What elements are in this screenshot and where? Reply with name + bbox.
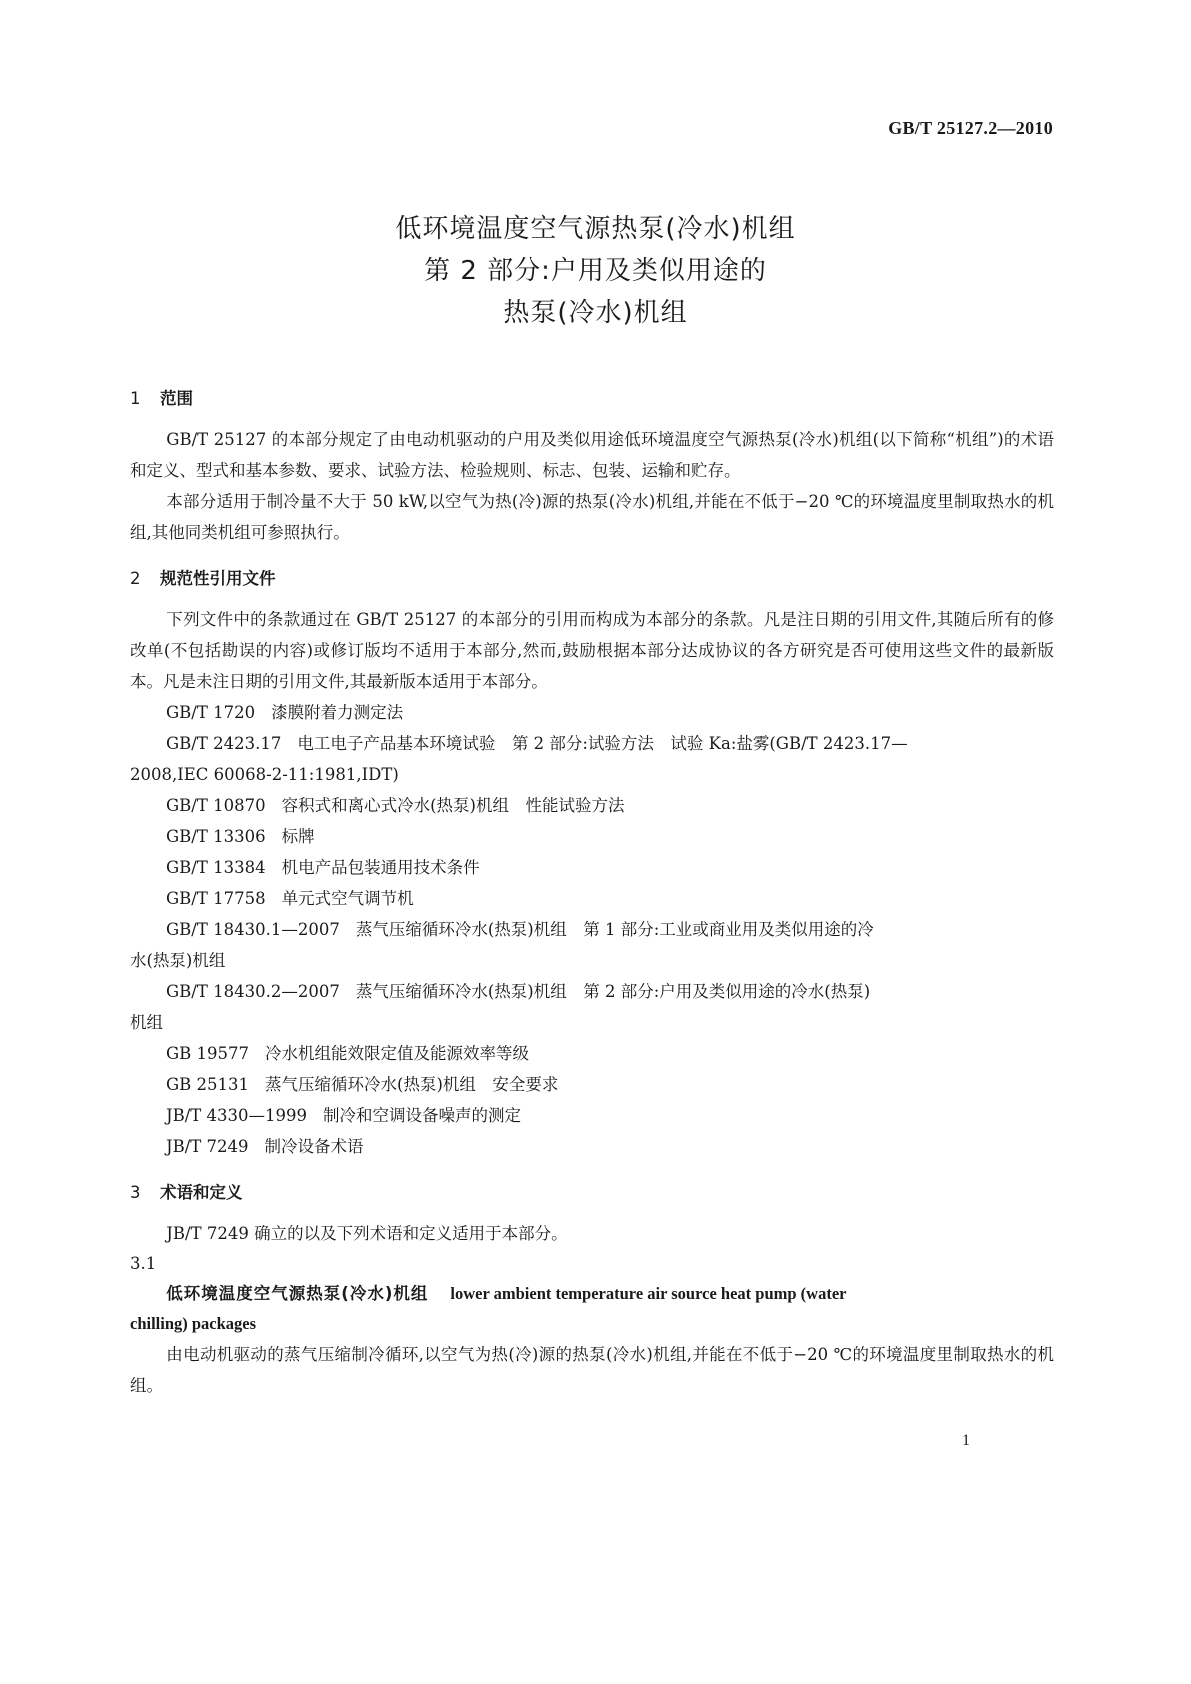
reference-code: JB/T 7249	[166, 1137, 249, 1156]
standard-code: GB/T 25127.2—2010	[888, 118, 1053, 138]
reference-title: 制冷和空调设备噪声的测定	[323, 1106, 522, 1125]
section-title: 范围	[160, 389, 193, 408]
section-3-heading	[130, 1178, 1054, 1208]
document-body	[130, 378, 1054, 1401]
scope-paragraph-2: 本部分适用于制冷量不大于 50 kW,以空气为热(冷)源的热泵(冷水)机组,并能在不低于−20 ℃的环境温度里制取热水的机组,其他同类机组可参照执行。	[130, 492, 1054, 542]
reference-item	[130, 1038, 1054, 1069]
reference-title: 标牌	[281, 827, 315, 846]
reference-code: GB/T 17758	[166, 889, 266, 908]
reference-title: 漆膜附着力测定法	[271, 703, 404, 722]
subsection-number: 3.1	[130, 1254, 157, 1273]
reference-code: GB/T 2423.17	[166, 734, 282, 753]
reference-code: GB/T 10870	[166, 796, 266, 815]
reference-title: 冷水机组能效限定值及能源效率等级	[265, 1044, 530, 1063]
reference-title-continued: 机组	[130, 1013, 163, 1032]
section-number: 1	[130, 389, 141, 408]
reference-title: 蒸气压缩循环冷水(热泵)机组 安全要求	[265, 1075, 559, 1094]
section-2-heading	[130, 564, 1054, 594]
reference-item	[130, 976, 1054, 1038]
reference-item	[130, 728, 1054, 790]
reference-title-continued: 2008,IEC 60068-2-11:1981,IDT)	[130, 765, 399, 784]
reference-item	[130, 1131, 1054, 1162]
title-line-3: 热泵(冷水)机组	[503, 298, 688, 328]
reference-item	[130, 1069, 1054, 1100]
term-definition: 由电动机驱动的蒸气压缩制冷循环,以空气为热(冷)源的热泵(冷水)机组,并能在不低于−20 ℃的环境温度里制取热水的机组。	[130, 1345, 1054, 1395]
reference-item	[130, 914, 1054, 976]
reference-title: 容积式和离心式冷水(热泵)机组 性能试验方法	[281, 796, 625, 815]
terms-intro: JB/T 7249 确立的以及下列术语和定义适用于本部分。	[166, 1224, 568, 1243]
section-1-heading	[130, 384, 1054, 414]
reference-title-continued: 水(热泵)机组	[130, 951, 226, 970]
title-line-2: 第 2 部分:户用及类似用途的	[424, 256, 767, 286]
reference-title: 制冷设备术语	[264, 1137, 364, 1156]
term-english-continued: chilling) packages	[130, 1314, 257, 1333]
reference-item	[130, 883, 1054, 914]
reference-code: JB/T 4330—1999	[166, 1106, 308, 1125]
reference-title: 蒸气压缩循环冷水(热泵)机组 第 2 部分:户用及类似用途的冷水(热泵)	[355, 982, 871, 1001]
term-chinese: 低环境温度空气源热泵(冷水)机组	[166, 1284, 429, 1303]
reference-title: 单元式空气调节机	[281, 889, 414, 908]
section-number: 2	[130, 569, 141, 588]
reference-code: GB 19577	[166, 1044, 250, 1063]
reference-item	[130, 1100, 1054, 1131]
reference-item	[130, 852, 1054, 883]
reference-code: GB/T 13306	[166, 827, 266, 846]
reference-title: 蒸气压缩循环冷水(热泵)机组 第 1 部分:工业或商业用及类似用途的冷	[355, 920, 874, 939]
scope-paragraph-1: GB/T 25127 的本部分规定了由电动机驱动的户用及类似用途低环境温度空气源热泵(冷水)机组(以下简称“机组”)的术语和定义、型式和基本参数、要求、试验方法、检验规则、标志、包装、运输和贮存。	[130, 430, 1054, 480]
references-intro: 下列文件中的条款通过在 GB/T 25127 的本部分的引用而构成为本部分的条款。凡是注日期的引用文件,其随后所有的修改单(不包括勘误的内容)或修订版均不适用于本部分,然而,鼓励根据本部分达成协议的各方研究是否可使用这些文件的最新版本。凡是未注日期的引用文件,其最新版本适用于本部分。	[130, 610, 1054, 691]
term-entry	[130, 1279, 1054, 1309]
reference-code: GB/T 18430.2—2007	[166, 982, 340, 1001]
reference-code: GB 25131	[166, 1075, 250, 1094]
section-number: 3	[130, 1183, 141, 1202]
reference-code: GB/T 13384	[166, 858, 266, 877]
reference-title: 机电产品包装通用技术条件	[281, 858, 480, 877]
title-line-1: 低环境温度空气源热泵(冷水)机组	[395, 214, 796, 244]
document-title	[0, 208, 1191, 334]
reference-title: 电工电子产品基本环境试验 第 2 部分:试验方法 试验 Ka:盐雾(GB/T 2423.17—	[297, 734, 908, 753]
reference-item	[130, 790, 1054, 821]
term-english: lower ambient temperature air source heat pump (water	[450, 1284, 847, 1303]
reference-code: GB/T 18430.1—2007	[166, 920, 340, 939]
reference-item	[130, 821, 1054, 852]
reference-item	[130, 697, 1054, 728]
section-title: 规范性引用文件	[160, 569, 276, 588]
page-number: 1	[962, 1432, 970, 1449]
reference-code: GB/T 1720	[166, 703, 256, 722]
section-title: 术语和定义	[160, 1183, 243, 1202]
